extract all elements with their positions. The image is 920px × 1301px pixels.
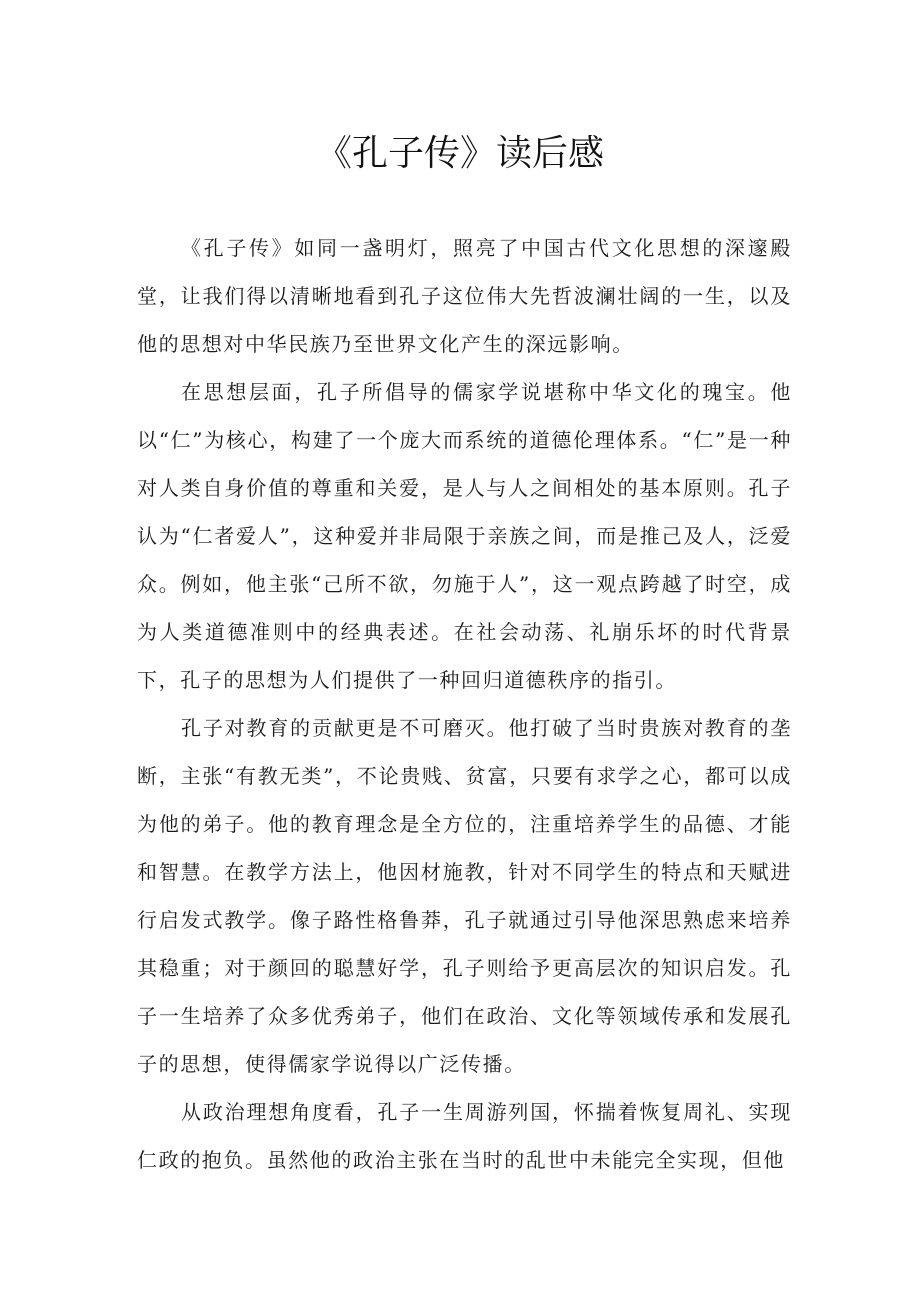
paragraph-education: 孔子对教育的贡献更是不可磨灭。他打破了当时贵族对教育的垄断，主张“有教无类”，不论贵贱、贫富，只要有求学之心，都可以成为他的弟子。他的教育理念是全方位的，注重培养学生的品德、才能和智慧。在教学方法上，他因材施教，针对不同学生的特点和天赋进行启发式教学。像子路性格鲁莽，孔子就通过引导他深思熟虑来培养其稳重；对于颜回的聪慧好学，孔子则给予更高层次的知识启发。孔子一生培养了众多优秀弟子，他们在政治、文化等领域传承和发展孔子的思想，使得儒家学说得以广泛传播。 — [137, 716, 792, 1076]
document-body — [137, 224, 792, 1184]
document-title: 《孔子传》读后感 — [315, 133, 604, 174]
paragraph-thought: 在思想层面，孔子所倡导的儒家学说堪称中华文化的瑰宝。他以“仁”为核心，构建了一个庞大而系统的道德伦理体系。“仁”是一种对人类自身价值的尊重和关爱，是人与人之间相处的基本原则。孔子认为“仁者爱人”，这种爱并非局限于亲族之间，而是推己及人，泛爱众。例如，他主张“己所不欲，勿施于人”，这一观点跨越了时空，成为人类道德准则中的经典表述。在社会动荡、礼崩乐坏的时代背景下，孔子的思想为人们提供了一种回归道德秩序的指引。 — [137, 380, 792, 692]
paragraph-politics: 从政治理想角度看，孔子一生周游列国，怀揣着恢复周礼、实现仁政的抱负。虽然他的政治主张在当时的乱世中未能完全实现，但他 — [137, 1100, 792, 1172]
paragraph-intro: 《孔子传》如同一盏明灯，照亮了中国古代文化思想的深邃殿堂，让我们得以清晰地看到孔子这位伟大先哲波澜壮阔的一生，以及他的思想对中华民族乃至世界文化产生的深远影响。 — [137, 236, 792, 356]
